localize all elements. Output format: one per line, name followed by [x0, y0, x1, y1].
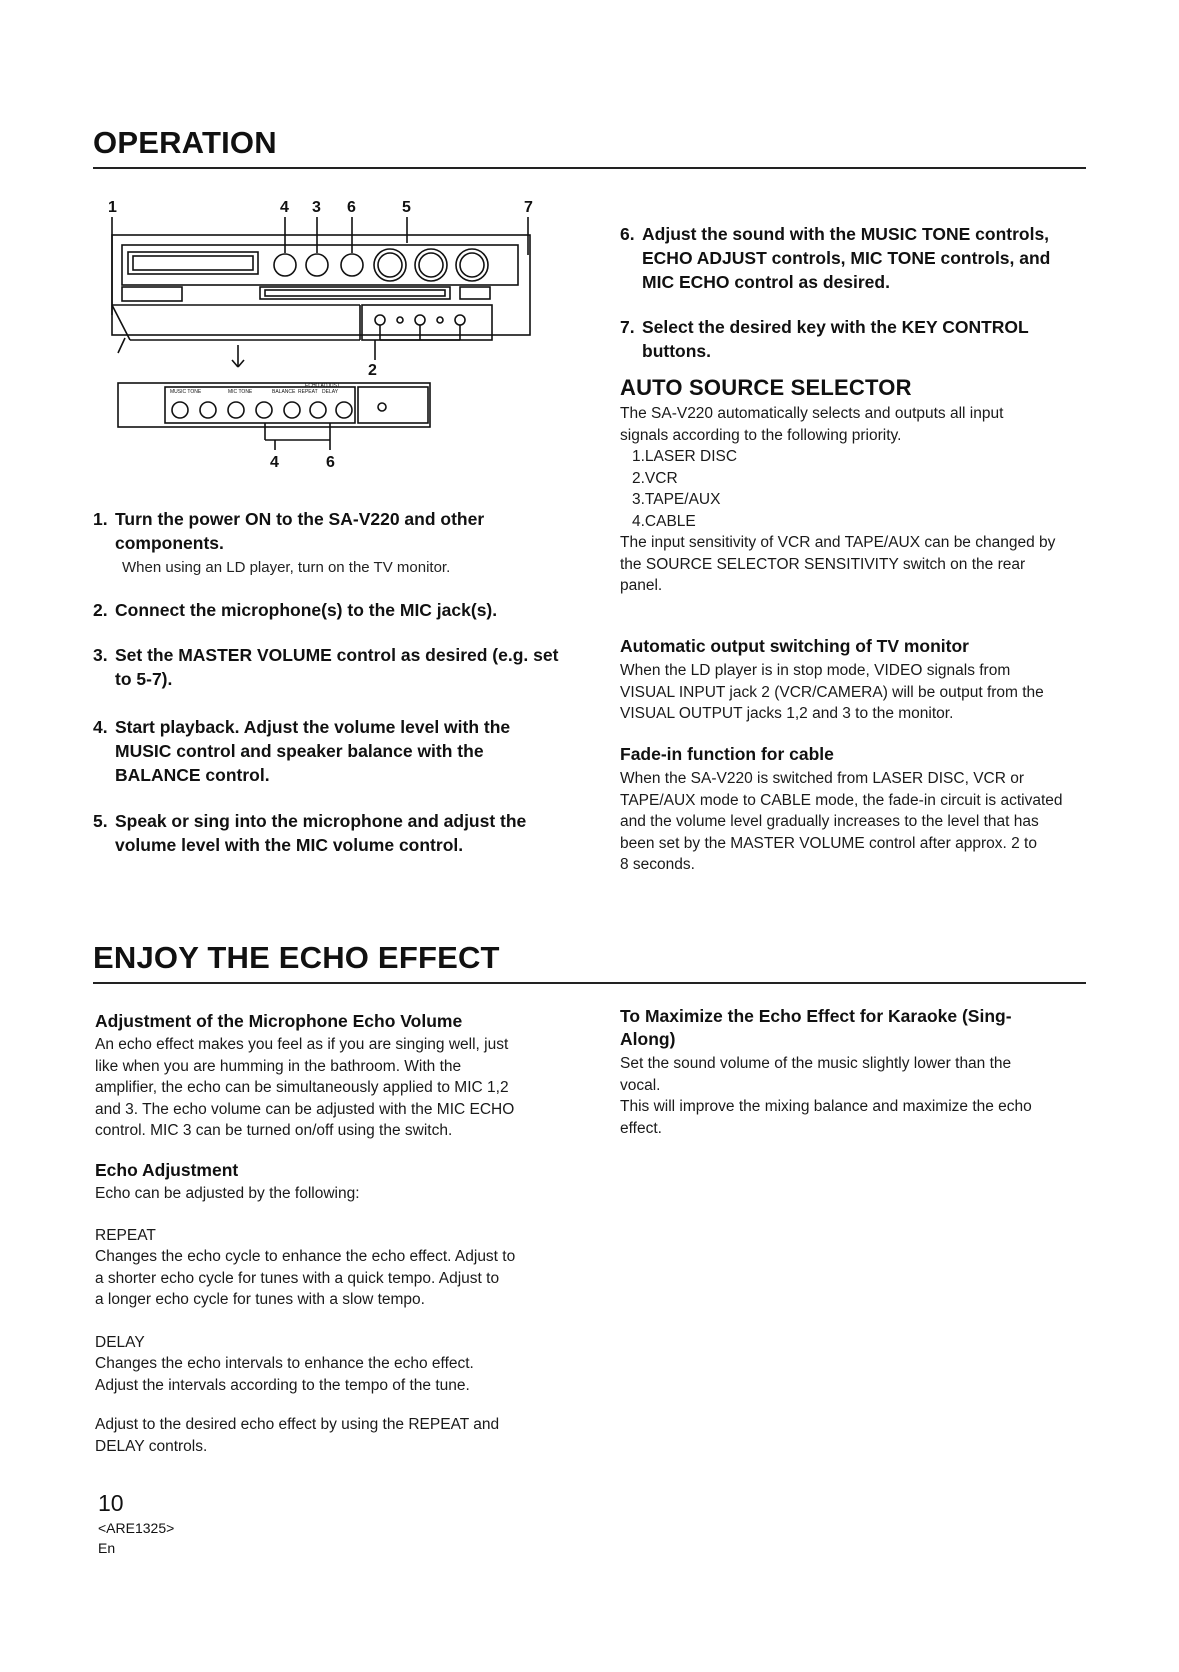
step-6	[620, 222, 1090, 294]
auto-output-text	[620, 660, 1090, 725]
step-3	[93, 643, 573, 691]
fade-in-heading: Fade-in function for cable	[620, 744, 834, 764]
section-title-echo: ENJOY THE ECHO EFFECT	[93, 940, 500, 975]
text-line: The input sensitivity of VCR and TAPE/AUX can be changed by	[620, 534, 1056, 551]
list-item: 1.LASER DISC	[632, 448, 738, 465]
text-line: An echo effect makes you feel as if you are singing well, just	[95, 1036, 509, 1053]
step-number: 1.	[93, 509, 108, 529]
delay-text	[95, 1353, 575, 1396]
repeat-text	[95, 1246, 575, 1311]
auto-source-heading: AUTO SOURCE SELECTOR	[620, 375, 912, 400]
callout-1: 1	[108, 199, 117, 216]
step-line: Connect the microphone(s) to the MIC jack(s).	[115, 600, 498, 620]
text-line: signals according to the following priority.	[620, 426, 902, 444]
text-line: TAPE/AUX mode to CABLE mode, the fade-in circuit is activated	[620, 791, 1063, 809]
panel-label-delay: DELAY	[322, 389, 339, 395]
step-1	[93, 507, 573, 555]
list-item: 2.VCR	[632, 469, 678, 487]
text-line: effect.	[620, 1119, 662, 1137]
final-adjust-text	[95, 1414, 575, 1457]
panel-label-repeat: REPEAT	[298, 389, 318, 395]
step-line: Turn the power ON to the SA-V220 and other	[115, 509, 485, 529]
maximize-text	[620, 1053, 1090, 1139]
sensitivity-text	[620, 532, 1090, 597]
section-rule	[93, 982, 1086, 984]
auto-source-intro	[620, 403, 1090, 446]
step-line: MUSIC control and speaker balance with the	[115, 741, 484, 761]
step-text	[115, 507, 484, 555]
callout-6-bottom: 6	[326, 454, 335, 471]
front-panel-diagram	[100, 195, 570, 495]
section-title-operation: OPERATION	[93, 125, 277, 160]
mic-echo-heading: Adjustment of the Microphone Echo Volume	[95, 1011, 463, 1031]
text-line: To Maximize the Echo Effect for Karaoke (Sing-	[620, 1006, 1012, 1026]
step-text	[115, 809, 526, 857]
step-5	[93, 809, 573, 857]
list-item: 4.CABLE	[632, 512, 696, 530]
step-line: BALANCE control.	[115, 765, 270, 785]
text-line: Set the sound volume of the music slightly lower than the	[620, 1055, 1012, 1072]
step-line: volume level with the MIC volume control.	[115, 835, 464, 855]
step-line: to 5-7).	[115, 669, 173, 689]
step-line: components.	[115, 533, 224, 553]
text-line: and 3. The echo volume can be adjusted with the MIC ECHO	[95, 1100, 515, 1118]
panel-label-balance: BALANCE	[272, 389, 296, 395]
step-line: Speak or sing into the microphone and adjust the	[115, 811, 527, 831]
callout-7: 7	[524, 199, 533, 216]
text-line: VISUAL INPUT jack 2 (VCR/CAMERA) will be output from the	[620, 683, 1044, 701]
text-line: Along)	[620, 1029, 676, 1049]
text-line: Changes the echo cycle to enhance the echo effect. Adjust to	[95, 1248, 516, 1265]
text-line: amplifier, the echo can be simultaneously applied to MIC 1,2	[95, 1079, 509, 1096]
page-number: 10	[98, 1490, 124, 1516]
delay-label: DELAY	[95, 1334, 145, 1351]
step-4	[93, 715, 573, 787]
step-2	[93, 598, 573, 622]
text-line: been set by the MASTER VOLUME control after approx. 2 to	[620, 834, 1037, 852]
echo-adjust-heading: Echo Adjustment	[95, 1160, 239, 1180]
step-line: ECHO ADJUST controls, MIC TONE controls, and	[642, 248, 1051, 268]
step-number: 4.	[93, 717, 108, 737]
step-number: 5.	[93, 811, 108, 831]
step-text	[115, 643, 558, 691]
step-text	[642, 315, 1029, 363]
callout-4-bottom: 4	[270, 454, 279, 471]
text-line: 8 seconds.	[620, 856, 695, 873]
text-line: The SA-V220 automatically selects and outputs all input	[620, 405, 1004, 422]
text-line: Changes the echo intervals to enhance the echo effect.	[95, 1355, 474, 1372]
text-line: VISUAL OUTPUT jacks 1,2 and 3 to the monitor.	[620, 705, 954, 722]
language-code: En	[98, 1540, 116, 1556]
panel-label-echo-adjust: ECHO ADJUST	[305, 383, 341, 389]
step-text	[115, 715, 510, 787]
maximize-heading	[620, 1005, 1090, 1051]
text-line: When the LD player is in stop mode, VIDEO signals from	[620, 662, 1011, 679]
repeat-label: REPEAT	[95, 1227, 156, 1244]
text-line: panel.	[620, 577, 663, 594]
echo-adjust-intro: Echo can be adjusted by the following:	[95, 1185, 360, 1202]
document-code: <ARE1325>	[98, 1520, 175, 1536]
text-line: like when you are humming in the bathroom. With the	[95, 1057, 462, 1075]
step-1-note: When using an LD player, turn on the TV monitor.	[122, 559, 451, 576]
list-item: 3.TAPE/AUX	[632, 491, 721, 508]
text-line: a longer echo cycle for tunes with a slow tempo.	[95, 1291, 425, 1308]
callout-5: 5	[402, 199, 411, 216]
step-line: Start playback. Adjust the volume level with the	[115, 717, 511, 737]
step-line: MIC ECHO control as desired.	[642, 272, 890, 292]
callout-3: 3	[312, 199, 321, 216]
text-line: control. MIC 3 can be turned on/off using the switch.	[95, 1122, 453, 1139]
panel-label-mic-tone: MIC TONE	[228, 389, 253, 395]
step-line: buttons.	[642, 341, 712, 361]
text-line: DELAY controls.	[95, 1437, 208, 1455]
fade-in-text	[620, 768, 1090, 876]
callout-4: 4	[280, 199, 289, 216]
text-line: vocal.	[620, 1076, 661, 1094]
step-line: Set the MASTER VOLUME control as desired (e.g. set	[115, 645, 559, 665]
mic-echo-text	[95, 1034, 575, 1142]
text-line: a shorter echo cycle for tunes with a quick tempo. Adjust to	[95, 1269, 500, 1287]
step-number: 3.	[93, 645, 108, 665]
text-line: Adjust the intervals according to the tempo of the tune.	[95, 1376, 470, 1394]
section-rule	[93, 167, 1086, 169]
callout-2: 2	[368, 362, 377, 379]
step-7	[620, 315, 1090, 363]
step-number: 7.	[620, 317, 635, 337]
text-line: the SOURCE SELECTOR SENSITIVITY switch on the rear	[620, 555, 1026, 573]
text-line: This will improve the mixing balance and maximize the echo	[620, 1098, 1032, 1115]
text-line: and the volume level gradually increases to the level that has	[620, 813, 1039, 830]
step-text	[642, 222, 1050, 294]
step-line: Adjust the sound with the MUSIC TONE controls,	[642, 224, 1050, 244]
text-line: Adjust to the desired echo effect by using the REPEAT and	[95, 1416, 500, 1433]
priority-list	[632, 446, 737, 532]
panel-label-music-tone: MUSIC TONE	[170, 389, 202, 395]
auto-output-heading: Automatic output switching of TV monitor	[620, 636, 969, 656]
step-number: 6.	[620, 224, 635, 244]
step-number: 2.	[93, 600, 108, 620]
callout-6: 6	[347, 199, 356, 216]
step-line: Select the desired key with the KEY CONTROL	[642, 317, 1029, 337]
text-line: When the SA-V220 is switched from LASER DISC, VCR or	[620, 770, 1025, 787]
